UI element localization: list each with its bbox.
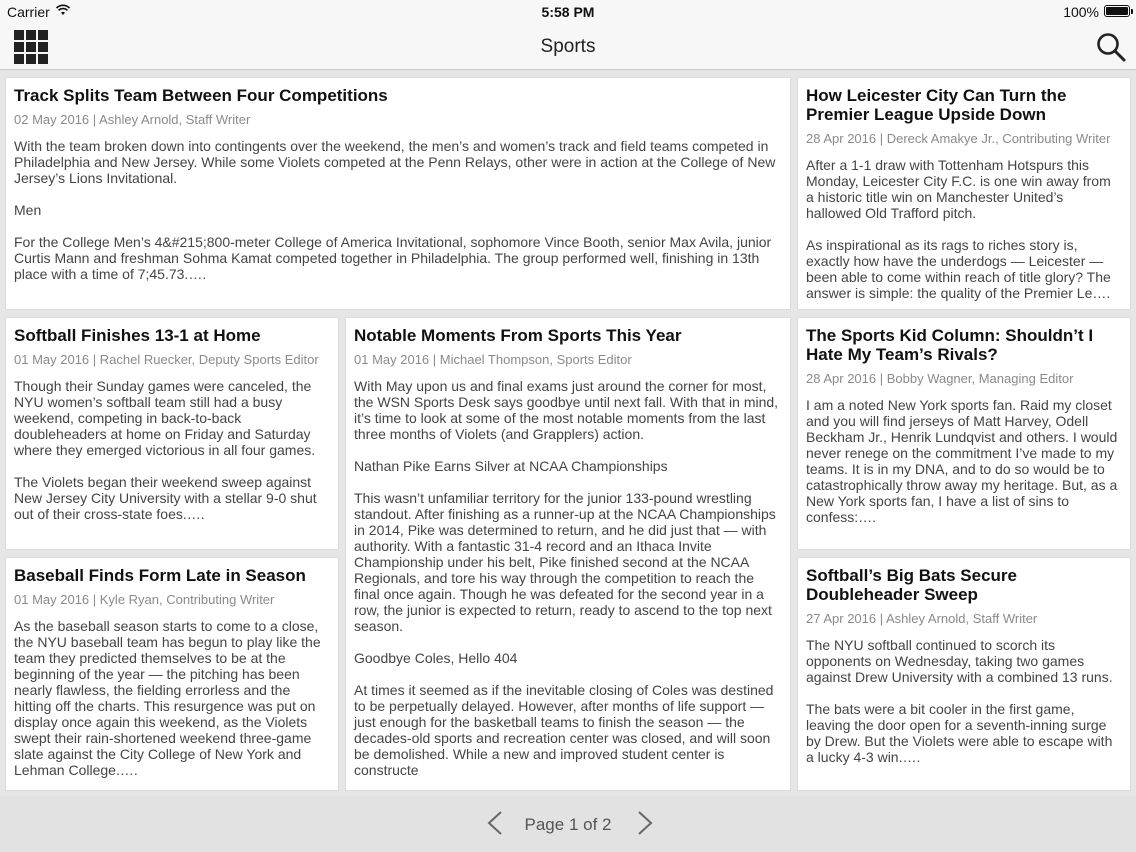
article-excerpt: After a 1-1 draw with Tottenham Hotspurs this Monday, Leicester City F.C. is one win away from a historic title win on Manchester United’s hallowed Old Trafford pitch. xyxy=(806,157,1111,221)
article-excerpt: Men xyxy=(14,202,42,218)
article-excerpt: For the College Men’s 4&#215;800-meter College of America Invitational, sophomore Vince Booth, senior Max Avila, junior Curtis Mann and freshman Sohma Kamat competed together in Philadelphia. The group performed well, finishing in 13th place with a time of 7;45.73.…. xyxy=(14,234,772,282)
search-icon[interactable] xyxy=(1094,30,1128,64)
article-card[interactable] xyxy=(345,317,791,791)
article-title[interactable]: The Sports Kid Column: Shouldn’t I Hate My Team’s Rivals? xyxy=(806,326,1094,364)
article-title[interactable]: Baseball Finds Form Late in Season xyxy=(14,566,306,585)
article-card[interactable] xyxy=(797,317,1131,550)
battery-percentage: 100% xyxy=(1063,4,1099,20)
carrier-label: Carrier xyxy=(7,4,50,20)
article-excerpt: As inspirational as its rags to riches story is, exactly how have the underdogs — Leicester — been able to come within reach of title glory? The answer is simple: the quality of the Premier Le…. xyxy=(806,237,1111,301)
article-meta: 28 Apr 2016 | Bobby Wagner, Managing Editor xyxy=(806,371,1074,386)
article-card[interactable] xyxy=(5,557,339,791)
article-excerpt: Though their Sunday games were canceled, the NYU women’s softball team still had a busy weekend, competing in back-to-back doubleheaders at home on Friday and Saturday where they emerged victorious in all four games. xyxy=(14,378,316,458)
article-meta: 01 May 2016 | Rachel Ruecker, Deputy Sports Editor xyxy=(14,352,319,367)
article-card[interactable] xyxy=(797,557,1131,791)
article-meta: 02 May 2016 | Ashley Arnold, Staff Writer xyxy=(14,112,251,127)
battery-icon xyxy=(1104,5,1130,17)
article-title[interactable]: Softball Finishes 13-1 at Home xyxy=(14,326,261,345)
chevron-right-icon[interactable] xyxy=(636,810,654,836)
navigation-bar xyxy=(0,24,1136,70)
article-excerpt: Goodbye Coles, Hello 404 xyxy=(354,650,518,666)
article-title[interactable]: How Leicester City Can Turn the Premier League Upside Down xyxy=(806,86,1067,124)
article-excerpt: The bats were a bit cooler in the first game, leaving the door open for a seventh-inning surge by Drew. But the Violets were able to escape with a lucky 4-3 win.…. xyxy=(806,701,1113,765)
page-indicator: Page 1 of 2 xyxy=(524,815,612,834)
article-excerpt: As the baseball season starts to come to a close, the NYU baseball team has begun to play like the team they predicted themselves to be at the beginning of the year — the pitching has been nearly flawless, the fielding errorless and the hitting off the charts. This resurgence was put on display once again this weekend, as the Violets swept their rain-shortened weekend three-game slate against the City College of New York and Lehman College.…. xyxy=(14,618,321,778)
status-bar xyxy=(0,0,1136,24)
article-meta: 27 Apr 2016 | Ashley Arnold, Staff Writer xyxy=(806,611,1038,626)
article-card[interactable] xyxy=(5,317,339,550)
article-excerpt: With May upon us and final exams just around the corner for most, the WSN Sports Desk says goodbye until next fall. With that in mind, it’s time to look at some of the most notable moments from the last three months of Violets (and Grapplers) action. xyxy=(354,378,779,442)
article-excerpt: At times it seemed as if the inevitable closing of Coles was destined to be perpetually delayed. However, after months of life support — just enough for the basketball teams to finish the season — the decades-old sports and recreation center was closed, and will soon be demolished. While a new and improved student center is constructe xyxy=(354,682,774,778)
clock: 5:58 PM xyxy=(541,4,595,20)
article-excerpt: This wasn’t unfamiliar territory for the junior 133-pound wrestling standout. After finishing as a runner-up at the NCAA Championships in 2014, Pike was determined to return, and he did just that — with authority. With a fantastic 31-4 record and an Ithaca Invite Championship under his belt, Pike finished second at the NCAA Regionals, and tore his way through the competition to reach the final once again. Though he was defeated for the second year in a row, the junior is expected to return, ready to ascend to the top next season. xyxy=(354,490,776,634)
article-excerpt: With the team broken down into contingents over the weekend, the men’s and women’s track and field teams competed in Philadelphia and New Jersey. While some Violets competed at the Penn Relays, other were in action at the College of New Jersey’s Lions Invitational. xyxy=(14,138,776,186)
pagination-bar xyxy=(0,796,1136,852)
article-card[interactable] xyxy=(5,77,791,310)
page-title: Sports xyxy=(540,36,596,57)
article-meta: 28 Apr 2016 | Dereck Amakye Jr., Contributing Writer xyxy=(806,131,1111,146)
article-excerpt: The NYU softball continued to scorch its opponents on Wednesday, taking two games against Drew University with a combined 13 runs. xyxy=(806,637,1113,685)
article-excerpt: I am a noted New York sports fan. Raid my closet and you will find jerseys of Matt Harvey, Odell Beckham Jr., Henrik Lundqvist and others. I would never renege on the commitment I’ve made to my teams. It is in my DNA, and to do so would be to catastrophically throw away my heritage. But, as a New York sports fan, I have a list of sins to confess:…. xyxy=(806,397,1118,525)
article-excerpt: Nathan Pike Earns Silver at NCAA Championships xyxy=(354,458,668,474)
article-card[interactable] xyxy=(797,77,1131,310)
article-title[interactable]: Notable Moments From Sports This Year xyxy=(354,326,682,345)
article-excerpt: The Violets began their weekend sweep against New Jersey City University with a stellar 9-0 shut out of their cross-state foes.…. xyxy=(14,474,317,522)
article-meta: 01 May 2016 | Kyle Ryan, Contributing Writer xyxy=(14,592,275,607)
article-title[interactable]: Softball’s Big Bats Secure Doubleheader Sweep xyxy=(806,566,1017,604)
article-meta: 01 May 2016 | Michael Thompson, Sports Editor xyxy=(354,352,632,367)
article-title[interactable]: Track Splits Team Between Four Competitions xyxy=(14,86,388,105)
